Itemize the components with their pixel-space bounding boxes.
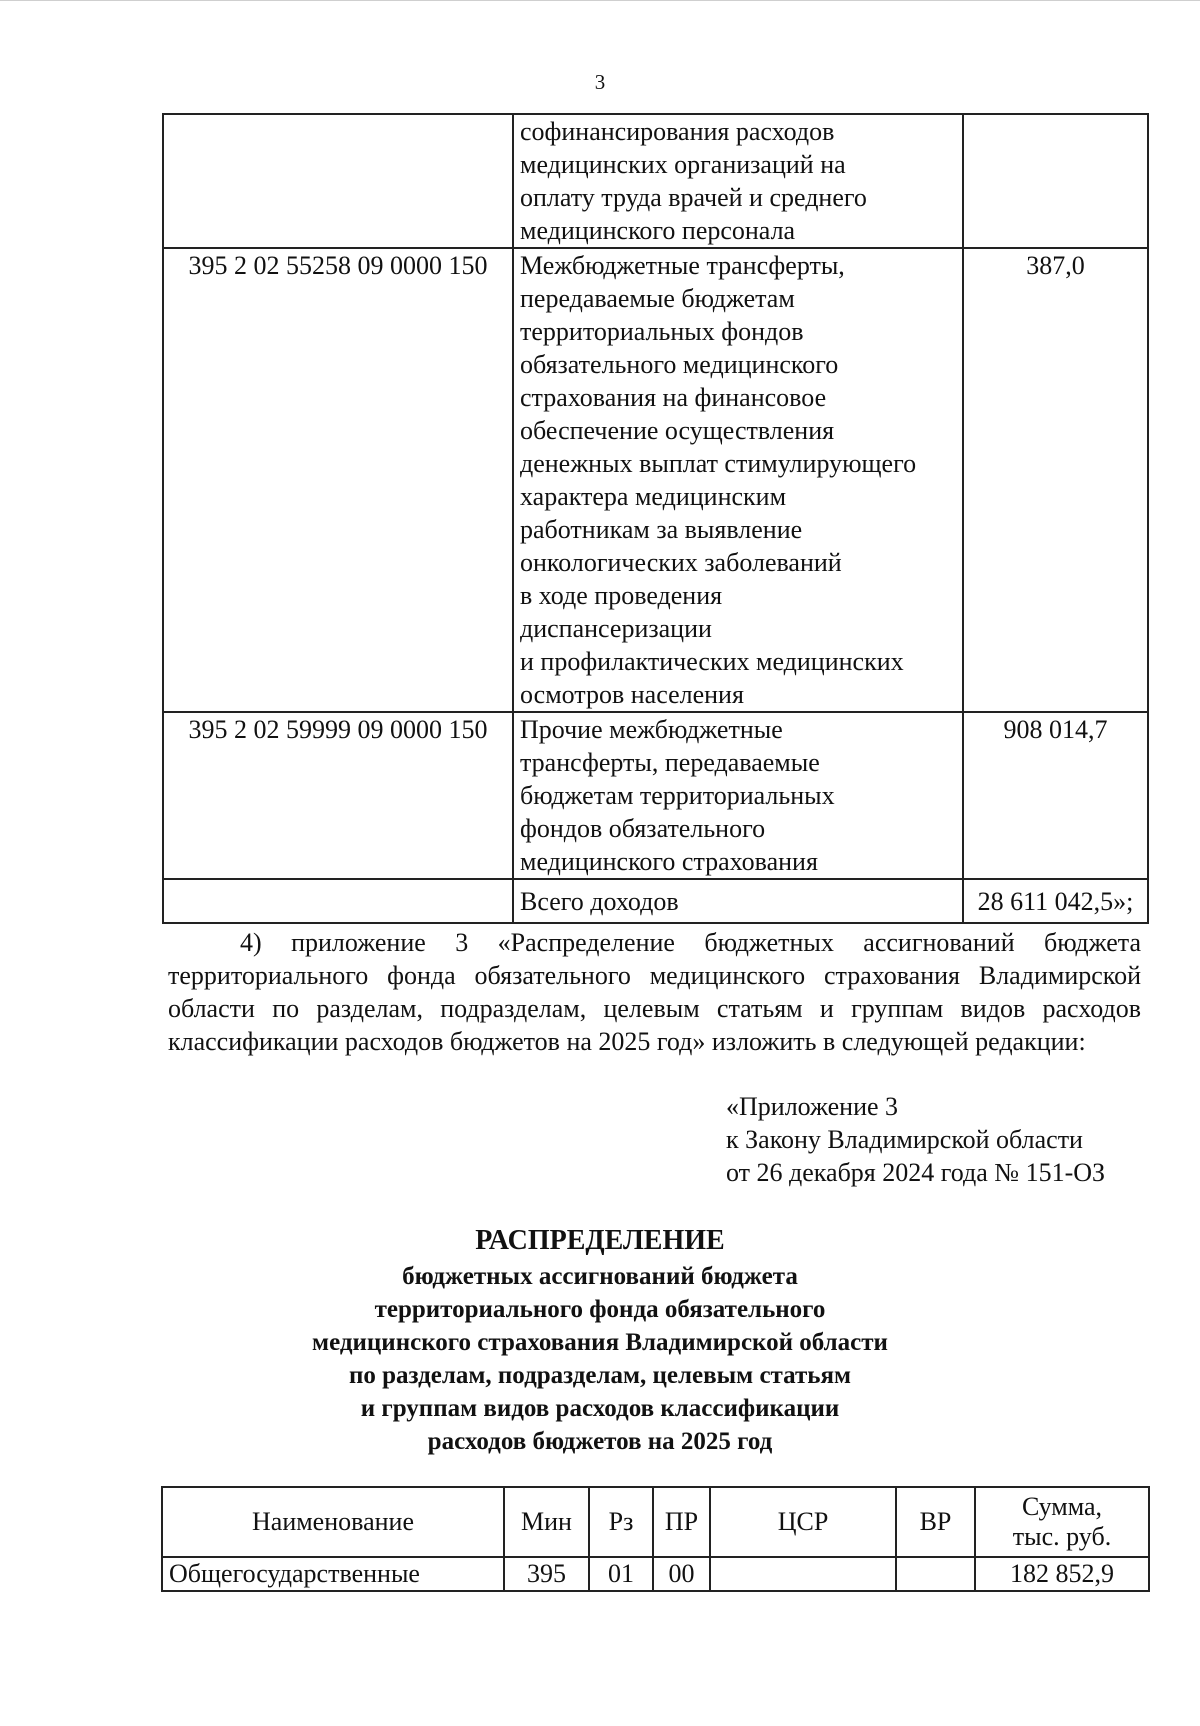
- page-number: 3: [594, 70, 606, 94]
- code-cell: [163, 879, 513, 923]
- description-line: оплату труда врачей и среднего: [520, 183, 867, 212]
- header-sum-line: Сумма,: [1021, 1492, 1103, 1521]
- description-line: фондов обязательного: [520, 814, 766, 843]
- scan-edge-line: [0, 0, 1200, 1]
- description-line: софинансирования расходов: [520, 117, 835, 146]
- header-min: Мин: [504, 1487, 589, 1557]
- total-label: Всего доходов: [513, 879, 963, 923]
- description-cell: [513, 114, 963, 248]
- total-row: [163, 879, 1148, 923]
- description-cell: [513, 248, 963, 712]
- appendix-line: «Приложение 3: [726, 1092, 899, 1121]
- amendment-paragraph: 4) приложение 3 «Распределение бюджетных ассигнований бюджета территориального фонда обязательного медицинского страхования Владимирской области по разделам, подразделам, целевым статьям и группам видов расходов классификации расходов бюджетов на 2025 год» изложить в следующей редакции:: [168, 928, 1141, 1056]
- vr-cell: [896, 1557, 975, 1591]
- description-line: территориальных фондов: [520, 317, 804, 346]
- table-header-row: [162, 1487, 1149, 1557]
- appendix-reference: [726, 1090, 1105, 1189]
- description-cell: [513, 712, 963, 879]
- description-line: характера медицинским: [520, 482, 787, 511]
- description-line: передаваемые бюджетам: [520, 284, 795, 313]
- document-heading: [0, 1222, 1200, 1458]
- name-cell: Общегосударственные: [162, 1557, 504, 1591]
- heading-line: территориального фонда обязательного: [374, 1296, 826, 1323]
- header-vr: ВР: [896, 1487, 975, 1557]
- rz-cell: 01: [589, 1557, 653, 1591]
- revenue-table: [162, 113, 1149, 924]
- table-row: [163, 712, 1148, 879]
- description-line: Прочие межбюджетные: [520, 715, 783, 744]
- table-row: [163, 114, 1148, 248]
- description-line: осмотров населения: [520, 680, 744, 709]
- amount-cell: 387,0: [963, 248, 1148, 712]
- description-line: диспансеризации: [520, 614, 712, 643]
- amount-cell: [963, 114, 1148, 248]
- description-line: в ходе проведения: [520, 581, 723, 610]
- description-line: и профилактических медицинских: [520, 647, 904, 676]
- code-cell: 395 2 02 59999 09 0000 150: [163, 712, 513, 879]
- header-rz: Рз: [589, 1487, 653, 1557]
- sum-cell: 182 852,9: [975, 1557, 1149, 1591]
- code-cell: [163, 114, 513, 248]
- description-line: денежных выплат стимулирующего: [520, 449, 917, 478]
- heading-line: по разделам, подразделам, целевым статьям: [348, 1362, 852, 1389]
- appendix-line: от 26 декабря 2024 года № 151-ОЗ: [726, 1158, 1106, 1187]
- heading-line: бюджетных ассигнований бюджета: [402, 1263, 798, 1290]
- heading-title: РАСПРЕДЕЛЕНИЕ: [475, 1225, 725, 1256]
- heading-line: расходов бюджетов на 2025 год: [427, 1428, 773, 1455]
- description-line: страхования на финансовое: [520, 383, 827, 412]
- description-line: трансферты, передаваемые: [520, 748, 820, 777]
- description-line: Межбюджетные трансферты,: [520, 251, 845, 280]
- header-pr: ПР: [653, 1487, 710, 1557]
- appendix-line: к Закону Владимирской области: [726, 1125, 1083, 1154]
- table-row: [162, 1557, 1149, 1591]
- pr-cell: 00: [653, 1557, 710, 1591]
- amount-cell: 908 014,7: [963, 712, 1148, 879]
- heading-line: и группам видов расходов классификации: [360, 1395, 840, 1422]
- header-sum-line: тыс. руб.: [1012, 1522, 1112, 1551]
- total-amount: 28 611 042,5»;: [963, 879, 1148, 923]
- heading-line: медицинского страхования Владимирской области: [312, 1329, 888, 1356]
- csr-cell: [710, 1557, 896, 1591]
- description-line: бюджетам территориальных: [520, 781, 835, 810]
- description-line: обязательного медицинского: [520, 350, 839, 379]
- description-line: медицинского персонала: [520, 216, 796, 245]
- description-line: работникам за выявление: [520, 515, 803, 544]
- description-line: онкологических заболеваний: [520, 548, 842, 577]
- header-sum: [975, 1487, 1149, 1557]
- allocation-table: [161, 1486, 1150, 1592]
- min-cell: 395: [504, 1557, 589, 1591]
- description-line: медицинского страхования: [520, 847, 818, 876]
- description-line: обеспечение осуществления: [520, 416, 835, 445]
- code-cell: 395 2 02 55258 09 0000 150: [163, 248, 513, 712]
- table-row: [163, 248, 1148, 712]
- header-name: Наименование: [162, 1487, 504, 1557]
- header-csr: ЦСР: [710, 1487, 896, 1557]
- description-line: медицинских организаций на: [520, 150, 846, 179]
